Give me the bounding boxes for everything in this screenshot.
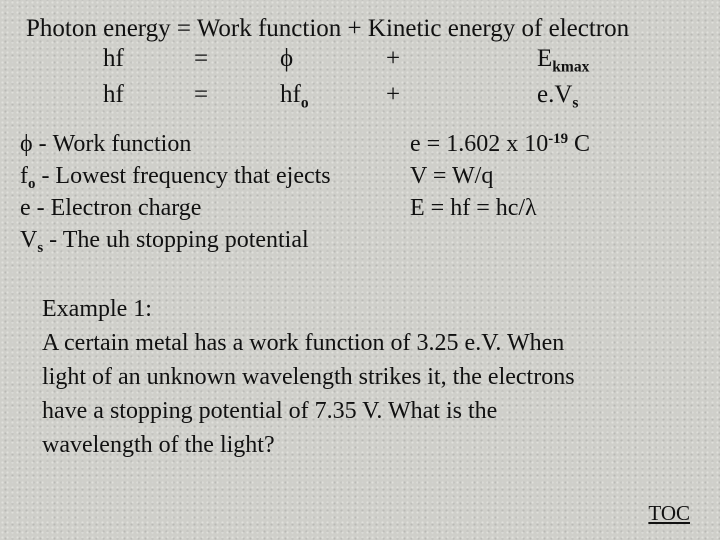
vs-symbol: V (20, 227, 38, 253)
toc-link[interactable]: TOC (648, 501, 690, 525)
eq1-kinetic-energy (537, 44, 589, 74)
example-line: have a stopping potential of 7.35 V. What is the (42, 398, 498, 424)
eq2-hf: hf (280, 81, 301, 108)
formula-charge: e = 1.602 x $10^{-19}$ C (410, 130, 591, 157)
heading: Photon energy = Work function + Kinetic energy of electron (26, 15, 630, 42)
example-line: A certain metal has a work function of 3.25 e.V. When (42, 330, 565, 356)
eq2-ev-subscript: s (572, 94, 579, 112)
eq2-hf-subscript: o (300, 94, 309, 112)
fo-symbol: f (20, 163, 28, 189)
eq2-hfo (280, 80, 309, 110)
example-block (42, 292, 575, 462)
eq1-equals: = (194, 45, 209, 72)
definition-e: e - Electron charge (20, 195, 202, 221)
example-line: wavelength of the light? (42, 432, 275, 458)
eq2-plus: + (386, 81, 401, 108)
definitions-list (20, 128, 331, 256)
fo-subscript: o (28, 176, 36, 193)
eq1-e-symbol: E (537, 45, 553, 72)
definition-fo: $f_o$ - Lowest frequency that ejects (20, 163, 331, 193)
definition-vs: $V_s$ - The uh stopping potential (20, 227, 309, 257)
eq1-e-subscript: kmax (552, 58, 590, 76)
eq2-evs (537, 80, 578, 110)
eq1-lhs: hf (103, 45, 124, 72)
eq2-equals: = (194, 81, 209, 108)
eq1-plus: + (386, 45, 401, 72)
vs-subscript: s (37, 240, 44, 257)
charge-exponent: -19 (548, 130, 569, 147)
formula-energy: E = hf = hc/λ (410, 195, 537, 221)
example-title: Example 1: (42, 296, 152, 322)
definition-phi: ϕ - Work function (20, 131, 192, 157)
example-line: light of an unknown wavelength strikes it, the electrons (42, 364, 575, 390)
phi-symbol: ϕ (20, 131, 33, 157)
formula-voltage: V = W/q (410, 163, 494, 189)
formulas-list (410, 128, 590, 224)
eq2-lhs: hf (103, 81, 124, 108)
eq2-ev: e.V (537, 81, 573, 108)
lambda-symbol: λ (525, 195, 537, 221)
eq1-phi: ϕ (280, 45, 294, 72)
